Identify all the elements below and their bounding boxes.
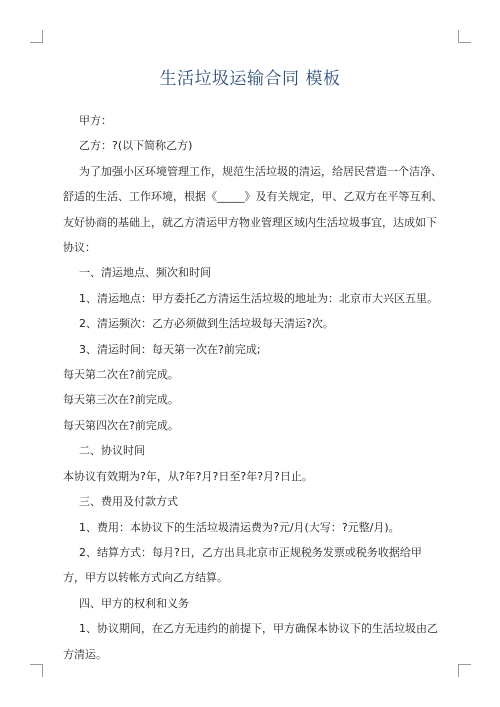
paragraph-preamble: 为了加强小区环境管理工作，规范生活垃圾的清运，给居民营造一个洁净、舒适的生活、工作环境，根据《_____》及有关规定，甲、乙双方在平等互利、友好协商的基础上，就乙方清运甲方物业管理区域内生活垃圾事宜，达成如下协议： — [63, 164, 443, 255]
paragraph-party-b: 乙方：?(以下简称乙方) — [79, 139, 193, 153]
section-heading-4: 四、甲方的权利和义务 — [79, 596, 189, 610]
paragraph-settlement: 2、结算方式：每月?日，乙方出具北京市正规税务发票或税务收据给甲方，甲方以转帐方式向乙方结算。 — [63, 545, 422, 585]
crop-mark-top-right — [458, 30, 471, 43]
paragraph-party-a: 甲方： — [79, 114, 112, 127]
paragraph-time-4: 每天第四次在?前完成。 — [63, 418, 179, 432]
section-heading-3: 三、费用及付款方式 — [79, 495, 178, 509]
paragraph-time-2: 每天第二次在?前完成。 — [63, 368, 179, 382]
crop-mark-top-left — [30, 30, 43, 43]
document-body — [63, 108, 443, 667]
paragraph-time-1: 3、清运时间：每天第一次在?前完成; — [79, 342, 261, 356]
paragraph-time-3: 每天第三次在?前完成。 — [63, 393, 179, 407]
crop-mark-bottom-left — [30, 664, 43, 677]
section-heading-1: 一、清运地点、频次和时间 — [79, 266, 211, 280]
paragraph-term: 本协议有效期为?年，从?年?月?日至?年?月?日止。 — [63, 469, 313, 483]
paragraph-rights-1: 1、协议期间，在乙方无违约的前提下，甲方确保本协议下的生活垃圾由乙方清运。 — [63, 622, 438, 661]
paragraph-frequency: 2、清运频次：乙方必须做到生活垃圾每天清运?次。 — [79, 317, 334, 331]
paragraph-fee: 1、费用：本协议下的生活垃圾清运费为?元/月(大写：?元整/月)。 — [79, 520, 400, 534]
crop-mark-bottom-right — [458, 664, 471, 677]
section-heading-2: 二、协议时间 — [79, 444, 145, 458]
paragraph-location: 1、清运地点：甲方委托乙方清运生活垃圾的地址为：北京市大兴区五里。 — [79, 291, 438, 305]
document-title: 生活垃圾运输合同 模板 — [159, 69, 341, 89]
